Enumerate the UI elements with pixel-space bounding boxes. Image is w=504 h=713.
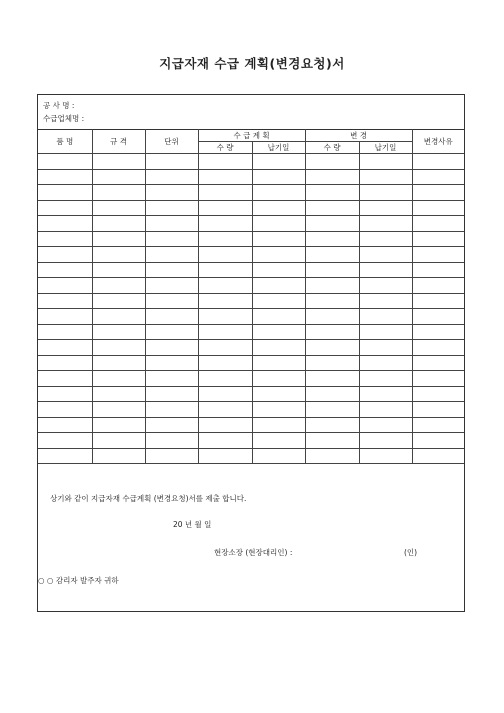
table-cell bbox=[252, 231, 305, 247]
table-cell bbox=[359, 154, 412, 170]
table-cell bbox=[252, 448, 305, 464]
table-cell bbox=[92, 371, 145, 387]
table-row bbox=[38, 154, 464, 170]
table-cell bbox=[359, 293, 412, 309]
table-cell bbox=[198, 417, 252, 433]
table-cell bbox=[38, 278, 92, 294]
table-cell bbox=[92, 293, 145, 309]
header-plan-delivery: 납기일 bbox=[252, 142, 305, 154]
table-cell bbox=[359, 371, 412, 387]
table-cell bbox=[305, 216, 359, 232]
table-cell bbox=[359, 433, 412, 449]
header-plan-qty: 수 량 bbox=[198, 142, 252, 154]
table-cell bbox=[38, 371, 92, 387]
table-cell bbox=[92, 169, 145, 185]
table-cell bbox=[92, 402, 145, 418]
table-cell bbox=[252, 200, 305, 216]
table-cell bbox=[305, 448, 359, 464]
table-cell bbox=[412, 262, 464, 278]
table-cell bbox=[145, 340, 198, 356]
table-cell bbox=[305, 262, 359, 278]
table-cell bbox=[305, 324, 359, 340]
table-cell bbox=[92, 231, 145, 247]
table-row bbox=[38, 169, 464, 185]
footer-section bbox=[38, 480, 464, 613]
table-cell bbox=[305, 293, 359, 309]
table-cell bbox=[38, 262, 92, 278]
table-cell bbox=[412, 324, 464, 340]
table-cell bbox=[198, 169, 252, 185]
table-cell bbox=[252, 386, 305, 402]
table-cell bbox=[252, 185, 305, 201]
table-cell bbox=[359, 169, 412, 185]
table-cell bbox=[145, 371, 198, 387]
table-cell bbox=[145, 231, 198, 247]
table-row bbox=[38, 278, 464, 294]
table-cell bbox=[412, 417, 464, 433]
table-cell bbox=[252, 371, 305, 387]
table-cell bbox=[412, 154, 464, 170]
table-row bbox=[38, 200, 464, 216]
info-section bbox=[38, 95, 464, 129]
table-cell bbox=[145, 278, 198, 294]
table-cell bbox=[412, 293, 464, 309]
table-cell bbox=[92, 355, 145, 371]
table-cell bbox=[92, 278, 145, 294]
table-cell bbox=[359, 340, 412, 356]
header-change-qty: 수 량 bbox=[305, 142, 359, 154]
table-cell bbox=[252, 340, 305, 356]
table-cell bbox=[38, 169, 92, 185]
table-cell bbox=[198, 324, 252, 340]
table-row bbox=[38, 433, 464, 449]
table-cell bbox=[359, 355, 412, 371]
table-cell bbox=[145, 324, 198, 340]
table-cell bbox=[252, 293, 305, 309]
table-cell bbox=[305, 340, 359, 356]
table-row bbox=[38, 324, 464, 340]
table-cell bbox=[305, 154, 359, 170]
table-cell bbox=[145, 386, 198, 402]
table-cell bbox=[359, 448, 412, 464]
table-cell bbox=[198, 216, 252, 232]
table-cell bbox=[145, 417, 198, 433]
table-cell bbox=[198, 293, 252, 309]
table-row bbox=[38, 293, 464, 309]
table-cell bbox=[359, 231, 412, 247]
table-row bbox=[38, 185, 464, 201]
table-cell bbox=[198, 262, 252, 278]
table-cell bbox=[359, 262, 412, 278]
table-cell bbox=[252, 278, 305, 294]
table-cell bbox=[412, 231, 464, 247]
table-cell bbox=[198, 433, 252, 449]
header-unit: 단위 bbox=[145, 130, 198, 154]
table-cell bbox=[38, 340, 92, 356]
submission-statement: 상기와 같이 지급자재 수급계획 (변경요청)서를 제출 합니다. bbox=[50, 494, 247, 503]
table-cell bbox=[38, 355, 92, 371]
document-title: 지급자재 수급 계획(변경요청)서 bbox=[159, 56, 345, 71]
table-row bbox=[38, 448, 464, 464]
table-cell bbox=[92, 448, 145, 464]
table-row bbox=[38, 231, 464, 247]
table-cell bbox=[305, 169, 359, 185]
table-cell bbox=[412, 247, 464, 263]
table-cell bbox=[252, 309, 305, 325]
supply-plan-table bbox=[38, 129, 464, 464]
table-cell bbox=[38, 448, 92, 464]
header-supply-plan: 수 급 계 획 bbox=[198, 130, 305, 142]
table-cell bbox=[359, 247, 412, 263]
table-row bbox=[38, 355, 464, 371]
seal-mark: (인) bbox=[404, 548, 418, 557]
table-cell bbox=[145, 448, 198, 464]
table-cell bbox=[305, 417, 359, 433]
table-cell bbox=[412, 169, 464, 185]
table-cell bbox=[305, 433, 359, 449]
table-cell bbox=[145, 216, 198, 232]
table-cell bbox=[38, 200, 92, 216]
table-cell bbox=[145, 402, 198, 418]
table-row bbox=[38, 262, 464, 278]
table-cell bbox=[252, 324, 305, 340]
table-cell bbox=[412, 433, 464, 449]
table-cell bbox=[92, 200, 145, 216]
table-cell bbox=[145, 262, 198, 278]
table-cell bbox=[305, 371, 359, 387]
table-row bbox=[38, 417, 464, 433]
table-cell bbox=[252, 262, 305, 278]
addressee-line: ○ ○ 감리자 발주자 귀하 bbox=[38, 576, 119, 585]
table-cell bbox=[305, 231, 359, 247]
table-cell bbox=[38, 324, 92, 340]
table-cell bbox=[38, 386, 92, 402]
table-cell bbox=[412, 355, 464, 371]
table-cell bbox=[145, 433, 198, 449]
table-cell bbox=[252, 247, 305, 263]
table-cell bbox=[145, 355, 198, 371]
table-cell bbox=[145, 309, 198, 325]
table-cell bbox=[412, 386, 464, 402]
table-cell bbox=[198, 402, 252, 418]
table-cell bbox=[145, 200, 198, 216]
table-cell bbox=[198, 371, 252, 387]
table-cell bbox=[359, 386, 412, 402]
table-cell bbox=[198, 154, 252, 170]
table-cell bbox=[198, 355, 252, 371]
table-cell bbox=[305, 386, 359, 402]
header-change: 변 경 bbox=[305, 130, 412, 142]
table-row bbox=[38, 309, 464, 325]
table-cell bbox=[359, 278, 412, 294]
table-cell bbox=[412, 278, 464, 294]
table-cell bbox=[92, 340, 145, 356]
table-cell bbox=[412, 448, 464, 464]
table-cell bbox=[198, 185, 252, 201]
table-cell bbox=[145, 185, 198, 201]
table-cell bbox=[198, 278, 252, 294]
table-cell bbox=[305, 402, 359, 418]
table-cell bbox=[145, 247, 198, 263]
table-cell bbox=[252, 169, 305, 185]
header-spec: 규 격 bbox=[92, 130, 145, 154]
table-cell bbox=[198, 386, 252, 402]
table-cell bbox=[38, 402, 92, 418]
table-cell bbox=[198, 309, 252, 325]
table-cell bbox=[252, 355, 305, 371]
table-cell bbox=[38, 231, 92, 247]
table-cell bbox=[38, 154, 92, 170]
table-cell bbox=[198, 448, 252, 464]
table-cell bbox=[305, 278, 359, 294]
table-cell bbox=[92, 309, 145, 325]
table-cell bbox=[359, 200, 412, 216]
table-cell bbox=[412, 309, 464, 325]
table-cell bbox=[305, 247, 359, 263]
table-cell bbox=[412, 200, 464, 216]
table-cell bbox=[305, 185, 359, 201]
header-item-name: 품 명 bbox=[38, 130, 92, 154]
table-cell bbox=[145, 169, 198, 185]
date-line: 20 년 월 일 bbox=[173, 520, 212, 529]
table-cell bbox=[305, 355, 359, 371]
table-cell bbox=[92, 216, 145, 232]
table-cell bbox=[412, 185, 464, 201]
table-cell bbox=[38, 417, 92, 433]
table-cell bbox=[92, 324, 145, 340]
table-cell bbox=[38, 216, 92, 232]
table-cell bbox=[38, 309, 92, 325]
table-cell bbox=[92, 185, 145, 201]
table-cell bbox=[38, 433, 92, 449]
table-cell bbox=[38, 247, 92, 263]
table-cell bbox=[412, 402, 464, 418]
table-row bbox=[38, 386, 464, 402]
project-name-label: 공 사 명 : bbox=[43, 101, 75, 110]
form-frame bbox=[37, 94, 465, 612]
table-row bbox=[38, 371, 464, 387]
table-cell bbox=[92, 154, 145, 170]
table-cell bbox=[38, 185, 92, 201]
table-cell bbox=[92, 262, 145, 278]
table-row bbox=[38, 340, 464, 356]
supplier-name-label: 수급업체명 : bbox=[43, 114, 85, 123]
header-reason: 변경사유 bbox=[412, 130, 464, 154]
table-cell bbox=[252, 433, 305, 449]
table-cell bbox=[412, 216, 464, 232]
table-cell bbox=[359, 309, 412, 325]
table-cell bbox=[252, 216, 305, 232]
table-row bbox=[38, 402, 464, 418]
table-cell bbox=[252, 417, 305, 433]
table-cell bbox=[198, 340, 252, 356]
signer-label: 현장소장 (현장대리인) : bbox=[214, 548, 293, 557]
table-cell bbox=[359, 216, 412, 232]
table-cell bbox=[92, 247, 145, 263]
table-cell bbox=[412, 371, 464, 387]
table-cell bbox=[145, 293, 198, 309]
table-cell bbox=[198, 231, 252, 247]
table-row bbox=[38, 216, 464, 232]
table-cell bbox=[92, 417, 145, 433]
table-cell bbox=[38, 293, 92, 309]
table-cell bbox=[359, 324, 412, 340]
table-cell bbox=[359, 417, 412, 433]
header-change-delivery: 납기일 bbox=[359, 142, 412, 154]
table-cell bbox=[92, 433, 145, 449]
table-cell bbox=[359, 185, 412, 201]
table-cell bbox=[359, 402, 412, 418]
table-cell bbox=[145, 154, 198, 170]
table-cell bbox=[412, 340, 464, 356]
table-row bbox=[38, 247, 464, 263]
table-cell bbox=[198, 247, 252, 263]
table-cell bbox=[252, 154, 305, 170]
table-cell bbox=[305, 200, 359, 216]
table-cell bbox=[252, 402, 305, 418]
table-body bbox=[38, 154, 464, 464]
table-cell bbox=[305, 309, 359, 325]
table-cell bbox=[198, 200, 252, 216]
table-cell bbox=[92, 386, 145, 402]
